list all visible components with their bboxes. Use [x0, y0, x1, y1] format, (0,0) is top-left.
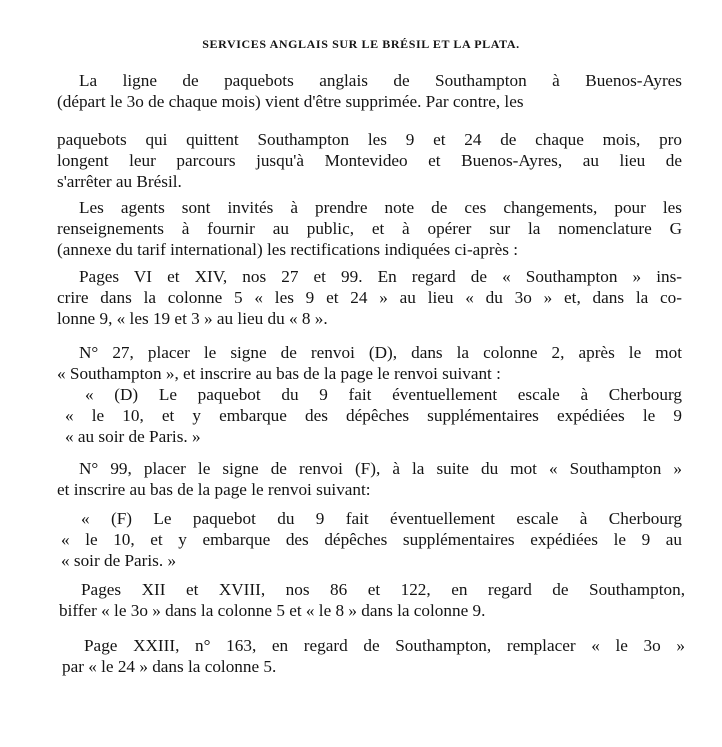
footnote-f	[61, 508, 682, 571]
page-heading: SERVICES ANGLAIS SUR LE BRÉSIL ET LA PLATA.	[202, 37, 520, 51]
text-line: « au soir de Paris. »	[65, 427, 201, 446]
paragraph-agents-notice	[57, 197, 682, 260]
text-line: « (D) Le paquebot du 9 fait éventuellement escale à Cherbourg	[85, 385, 682, 404]
text-line: s'arrêter au Brésil.	[57, 172, 182, 191]
paragraph-route-extended	[57, 129, 682, 192]
paragraph-no-99	[57, 458, 682, 500]
text-line: « Southampton », et inscrire au bas de la page le renvoi suivant :	[57, 364, 501, 383]
text-line: longent leur parcours jusqu'à Montevideo et Buenos-Ayres, au lieu de	[57, 151, 682, 170]
paragraph-page-xxiii	[62, 635, 685, 677]
text-line: Pages VI et XIV, nos 27 et 99. En regard de « Southampton » ins-	[79, 267, 682, 286]
paragraph-pages-xii-xviii	[59, 579, 685, 621]
paragraph-pages-vi-xiv	[57, 266, 682, 329]
text-line: Les agents sont invités à prendre note de ces changements, pour les	[79, 198, 682, 217]
text-line: biffer « le 3o » dans la colonne 5 et « le 8 » dans la colonne 9.	[59, 601, 486, 620]
text-line: « le 10, et y embarque des dépêches supplémentaires expédiées le 9 au	[61, 530, 682, 549]
text-line: « le 10, et y embarque des dépêches supplémentaires expédiées le 9	[65, 406, 682, 425]
footnote-d	[65, 384, 682, 447]
text-line: N° 99, placer le signe de renvoi (F), à la suite du mot « Southampton »	[79, 459, 682, 478]
paragraph-no-27	[57, 342, 682, 384]
text-line: N° 27, placer le signe de renvoi (D), dans la colonne 2, après le mot	[79, 343, 682, 362]
text-line: Pages XII et XVIII, nos 86 et 122, en regard de Southampton,	[81, 580, 685, 599]
text-line: Page XXIII, n° 163, en regard de Southampton, remplacer « le 3o »	[84, 636, 685, 655]
text-line: par « le 24 » dans la colonne 5.	[62, 657, 277, 676]
text-line: (annexe du tarif international) les rectifications indiquées ci-après :	[57, 240, 519, 259]
text-line: « soir de Paris. »	[61, 551, 177, 570]
text-line: (départ le 3o de chaque mois) vient d'être supprimée. Par contre, les	[57, 92, 524, 111]
text-line: lonne 9, « les 19 et 3 » au lieu du « 8 ».	[57, 309, 328, 328]
text-line: La ligne de paquebots anglais de Southampton à Buenos-Ayres	[79, 71, 682, 90]
text-line: renseignements à fournir au public, et à opérer sur la nomenclature G	[57, 219, 682, 238]
text-line: crire dans la colonne 5 « les 9 et 24 » au lieu « du 3o » et, dans la co-	[57, 288, 682, 307]
text-line: et inscrire au bas de la page le renvoi suivant:	[57, 480, 371, 499]
text-line: « (F) Le paquebot du 9 fait éventuellement escale à Cherbourg	[81, 509, 682, 528]
paragraph-line-suppressed	[57, 70, 682, 112]
text-line: paquebots qui quittent Southampton les 9 et 24 de chaque mois, pro	[57, 130, 682, 149]
